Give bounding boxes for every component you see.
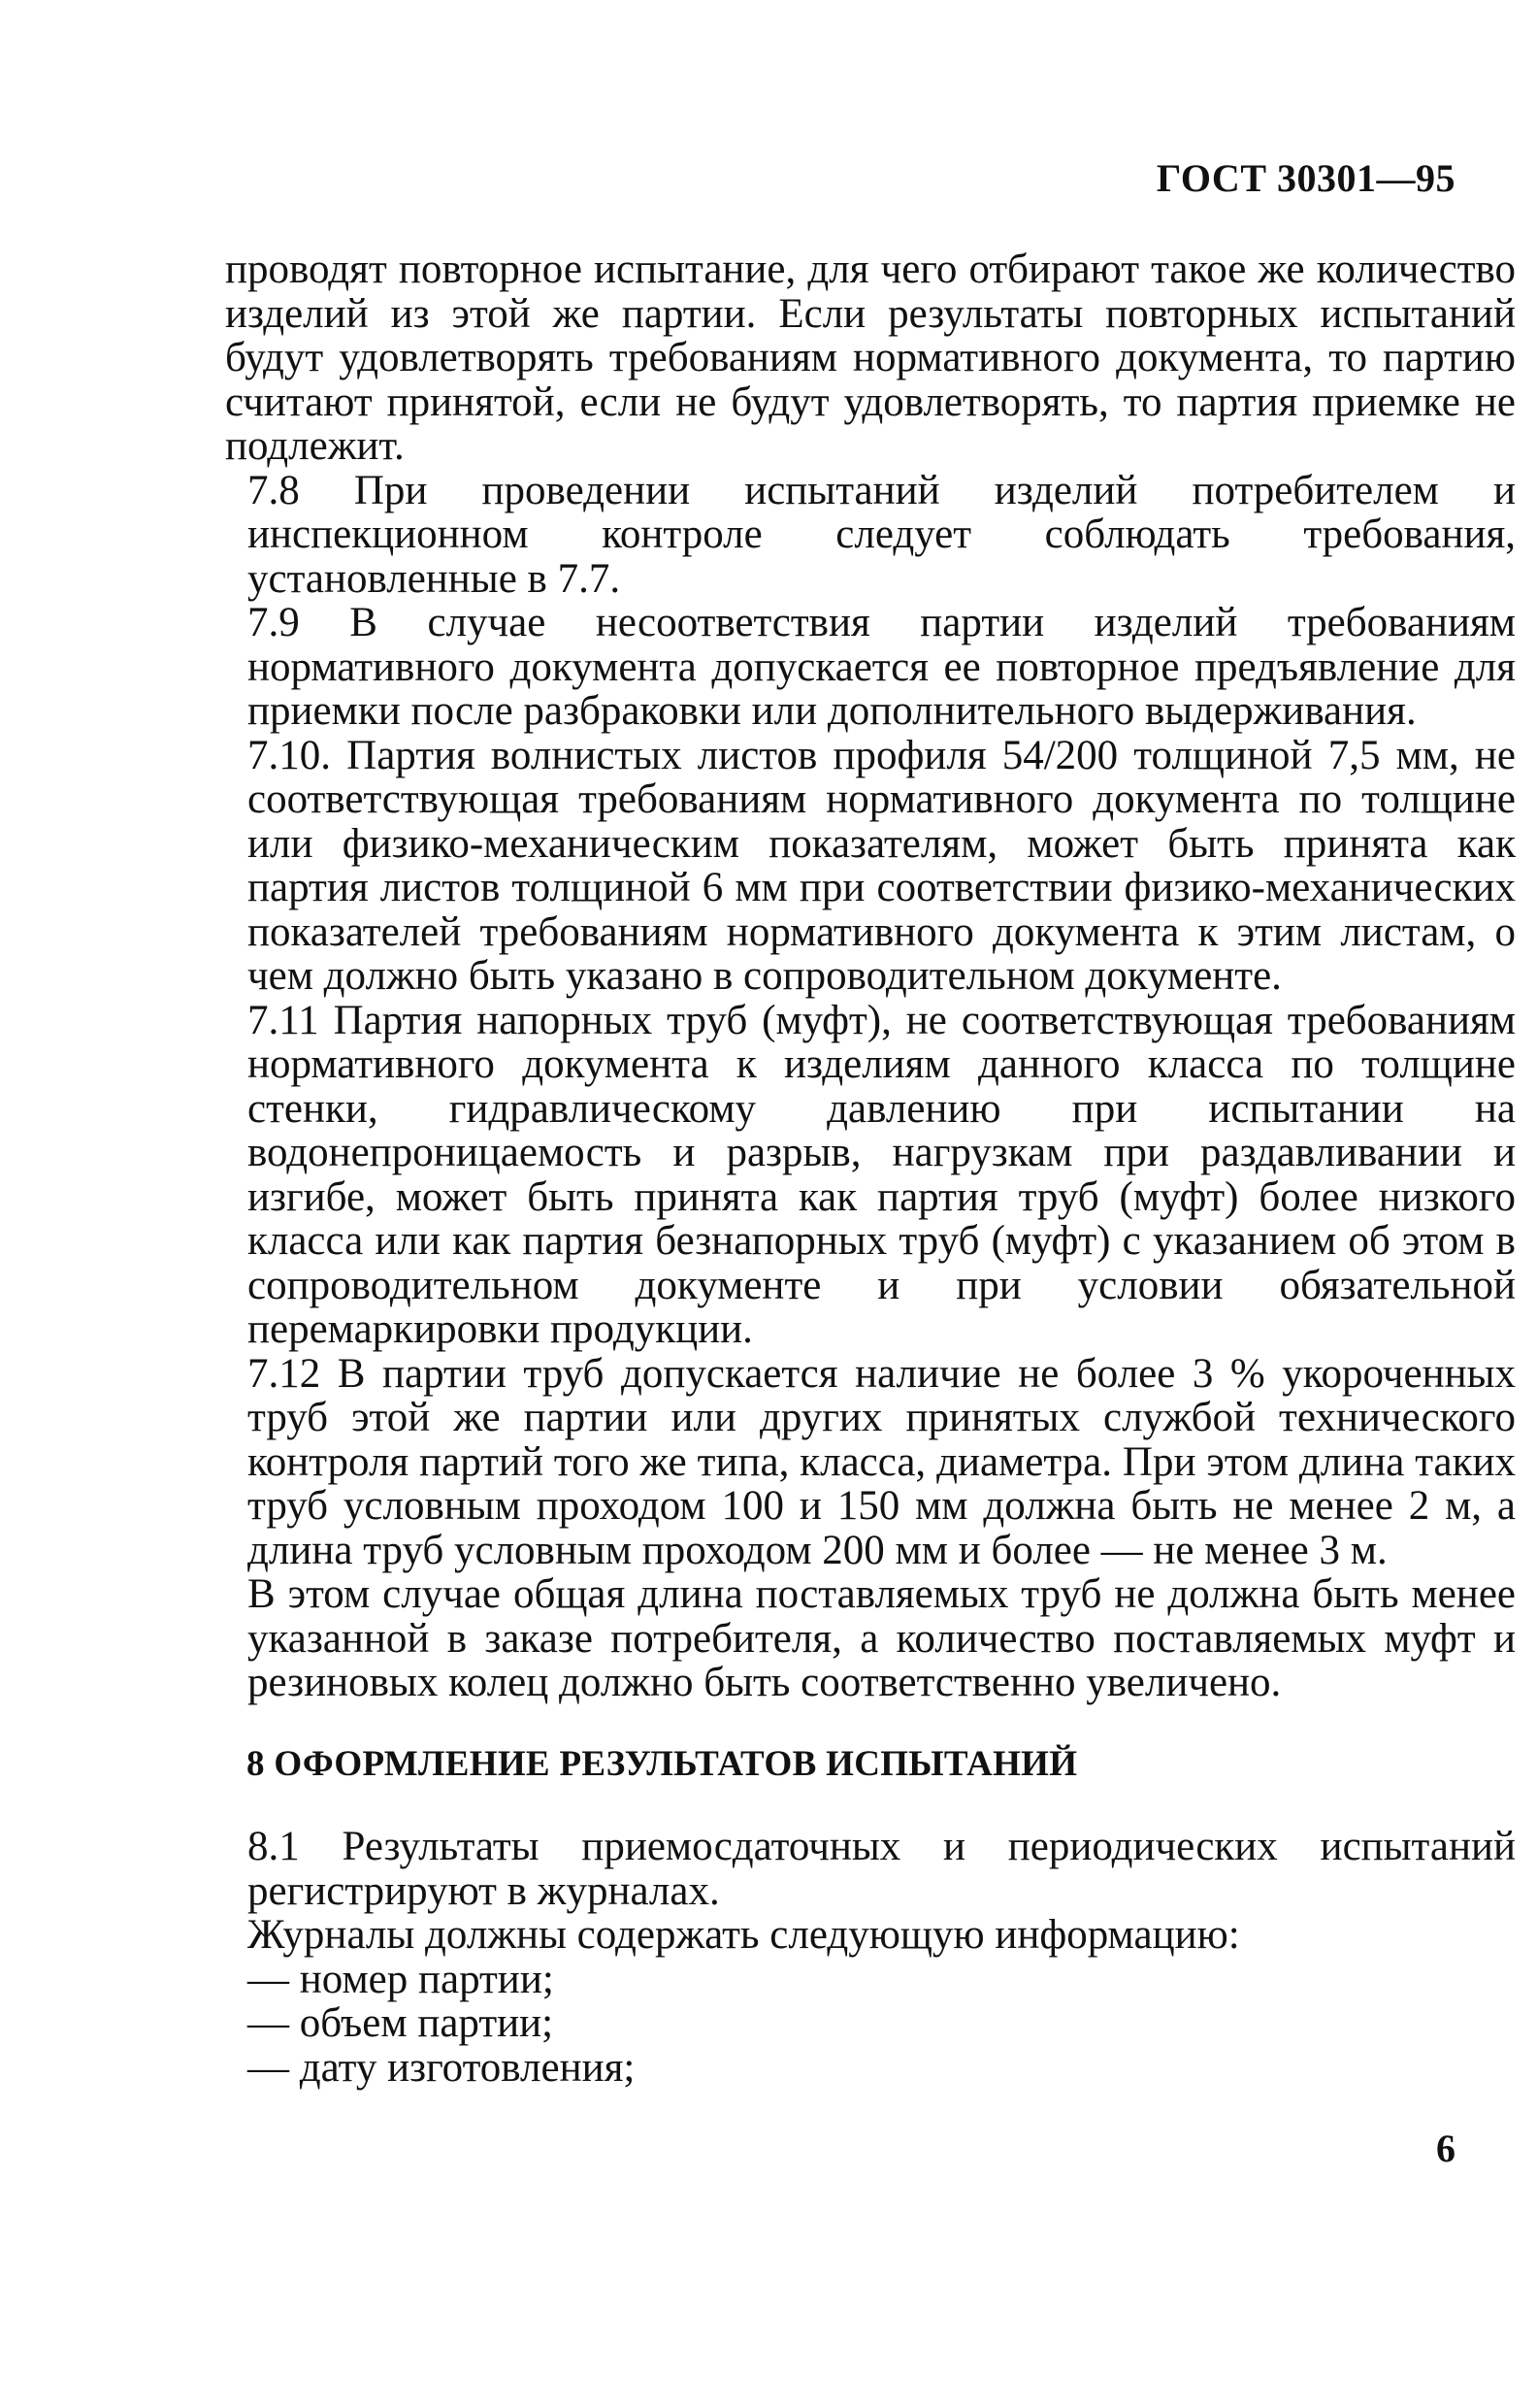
paragraph-7-11: 7.11 Партия напорных труб (муфт), не соответствующая требованиям нормативного документа к изделиям данного класса по толщине стенки, гидравлическому давлению при испытании на водонепроницаемость и разрыв, нагрузкам при раздавливании и изгибе, может быть принята как партия труб (муфт) более низкого класса или как партия безнапорных труб (муфт) с указанием об этом в сопроводительном документе и при условии обязательной перемаркировки продукции.: [247, 997, 1516, 1352]
paragraph-continuation: проводят повторное испытание, для чего отбирают такое же количество изделий из этой же партии. Если результаты повторных испытаний будут удовлетворять требованиям нормативного документа, то партию считают принятой, если не будут удовлетворять, то партия приемке не подлежит.: [225, 247, 1516, 469]
page-number: 6: [1436, 2127, 1455, 2170]
paragraph-7-12: 7.12 В партии труб допускается наличие не более 3 % укороченных труб этой же партии или других принятых службой технического контроля партий того же типа, класса, диаметра. При этом длина таких труб условным проходом 100 и 150 мм должна быть не менее 2 м, а длина труб условным проходом 200 мм и более — не менее 3 м.: [247, 1350, 1516, 1573]
paragraph-7-12-continued: В этом случае общая длина поставляемых труб не должна быть менее указанной в заказе потребителя, а количество поставляемых муфт и резиновых колец должно быть соответственно увеличено.: [247, 1571, 1516, 1705]
list-item: — номер партии;: [247, 1956, 554, 2002]
document-body: [225, 247, 1516, 2090]
paragraph-7-8: 7.8 При проведении испытаний изделий потребителем и инспекционном контроле следует соблюдать требования, установленные в 7.7.: [247, 467, 1516, 602]
standard-header: ГОСТ 30301—95: [1156, 156, 1455, 200]
paragraph-7-9: 7.9 В случае несоответствия партии изделий требованиям нормативного документа допускается ее повторное предъявление для приемки после разбраковки или дополнительного выдерживания.: [247, 600, 1516, 734]
paragraph-7-10: 7.10. Партия волнистых листов профиля 54/200 толщиной 7,5 мм, не соответствующая требованиям нормативного документа по толщине или физико-механическим показателям, может быть принята как партия листов толщиной 6 мм при соответствии физико-механических показателей требованиям нормативного документа к этим листам, о чем должно быть указано в сопроводительном документе.: [247, 732, 1516, 999]
section-8-heading: 8 ОФОРМЛЕНИЕ РЕЗУЛЬТАТОВ ИСПЫТАНИЙ: [246, 1743, 1078, 1784]
list-item: — дату изготовления;: [247, 2044, 636, 2091]
paragraph-8-1: 8.1 Результаты приемосдаточных и периодических испытаний регистрируют в журналах.: [247, 1824, 1516, 1914]
journal-info-intro: Журналы должны содержать следующую информацию:: [247, 1912, 1240, 1958]
list-item: — объем партии;: [247, 2000, 554, 2046]
